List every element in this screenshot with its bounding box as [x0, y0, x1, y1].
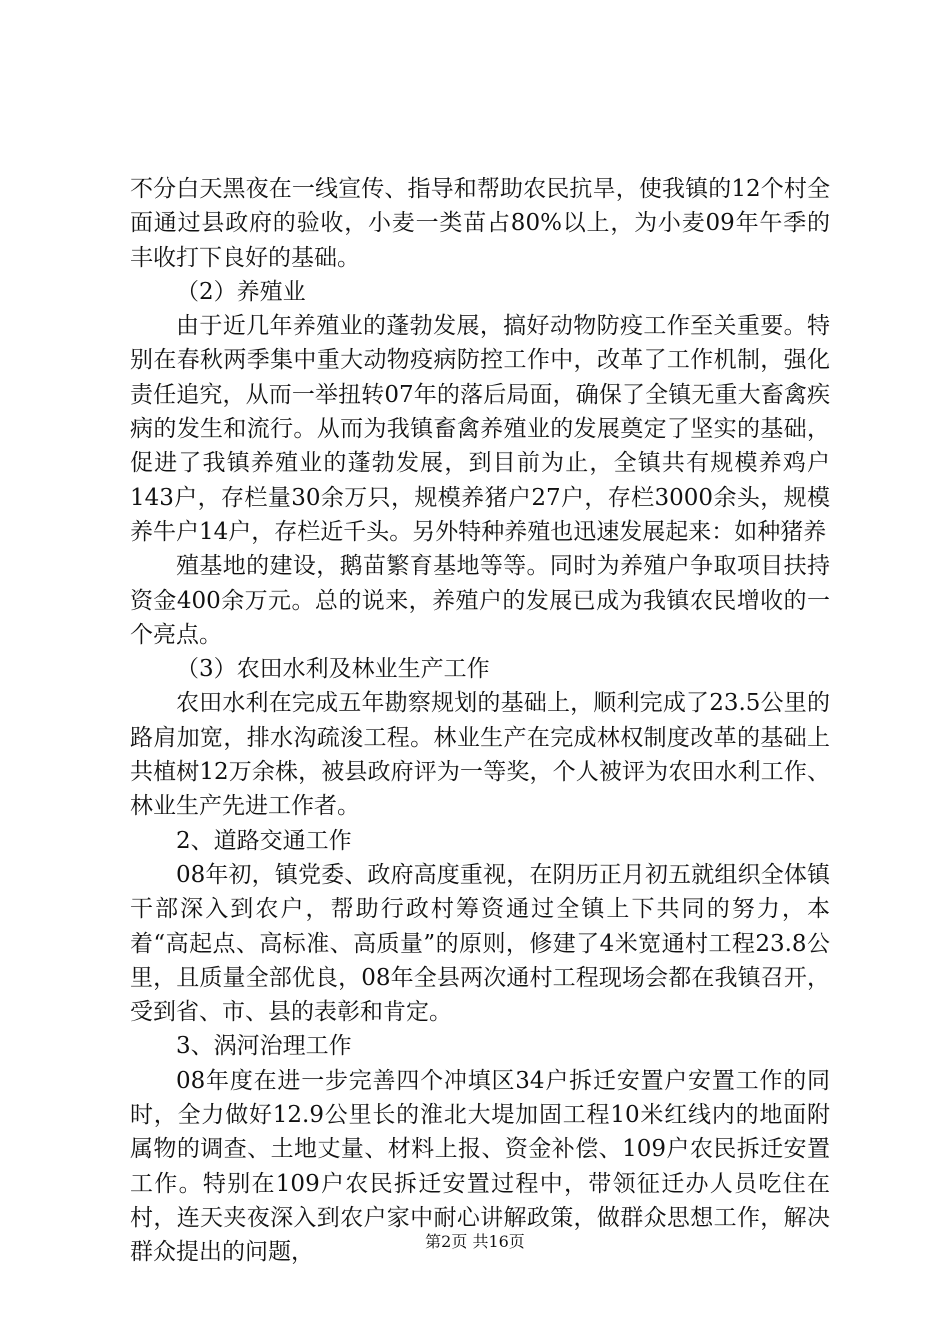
document-body	[130, 172, 830, 1270]
paragraph-road-traffic: 08年初，镇党委、政府高度重视，在阴历正月初五就组织全体镇干部深入到农户，帮助行政村筹资通过全镇上下共同的努力，本着“高起点、高标准、高质量”的原则，修建了4米宽通村工程23.8公里，且质量全部优良，08年全县两次通村工程现场会都在我镇召开，受到省、市、县的表彰和肯定。	[130, 861, 830, 1026]
heading-river-governance: 3、涡河治理工作	[176, 1033, 352, 1060]
page-number-footer: 第2页 共16页	[425, 1232, 525, 1251]
paragraph-river-governance: 08年度在进一步完善四个冲填区34户拆迁安置户安置工作的同时，全力做好12.9公里长的淮北大堤加固工程10米红线内的地面附属物的调查、土地丈量、材料上报、资金补偿、109户农民拆迁安置工作。特别在109户农民拆迁安置过程中，带领征迁办人员吃住在村，连天夹夜深入到农户家中耐心讲解政策，做群众思想工作，解决群众提出的问题，	[130, 1067, 830, 1266]
paragraph-drought-relief: 不分白天黑夜在一线宣传、指导和帮助农民抗旱，使我镇的12个村全面通过县政府的验收，小麦一类苗占80%以上，为小麦09年午季的丰收打下良好的基础。	[130, 176, 830, 271]
paragraph-livestock-continued: 殖基地的建设，鹅苗繁育基地等等。同时为养殖户争取项目扶持资金400余万元。总的说来，养殖户的发展已成为我镇农民增收的一个亮点。	[130, 553, 830, 648]
heading-water-forestry: （3）农田水利及林业生产工作	[176, 656, 490, 683]
heading-livestock: （2）养殖业	[176, 278, 306, 305]
paragraph-water-forestry: 农田水利在完成五年勘察规划的基础上，顺利完成了23.5公里的路肩加宽，排水沟疏浚工程。林业生产在完成林权制度改革的基础上共植树12万余株，被县政府评为一等奖，个人被评为农田水利工作、林业生产先进工作者。	[130, 690, 830, 820]
heading-road-traffic: 2、道路交通工作	[176, 827, 352, 854]
paragraph-livestock: 由于近几年养殖业的蓬勃发展，搞好动物防疫工作至关重要。特别在春秋两季集中重大动物疫病防控工作中，改革了工作机制，强化责任追究，从而一举扭转07年的落后局面，确保了全镇无重大畜禽疾病的发生和流行。从而为我镇畜禽养殖业的发展奠定了坚实的基础，促进了我镇养殖业的蓬勃发展，到目前为止，全镇共有规模养鸡户143户，存栏量30余万只，规模养猪户27户，存栏3000余头，规模养牛户14户，存栏近千头。另外特种养殖也迅速发展起来：如种猪养	[130, 313, 830, 545]
